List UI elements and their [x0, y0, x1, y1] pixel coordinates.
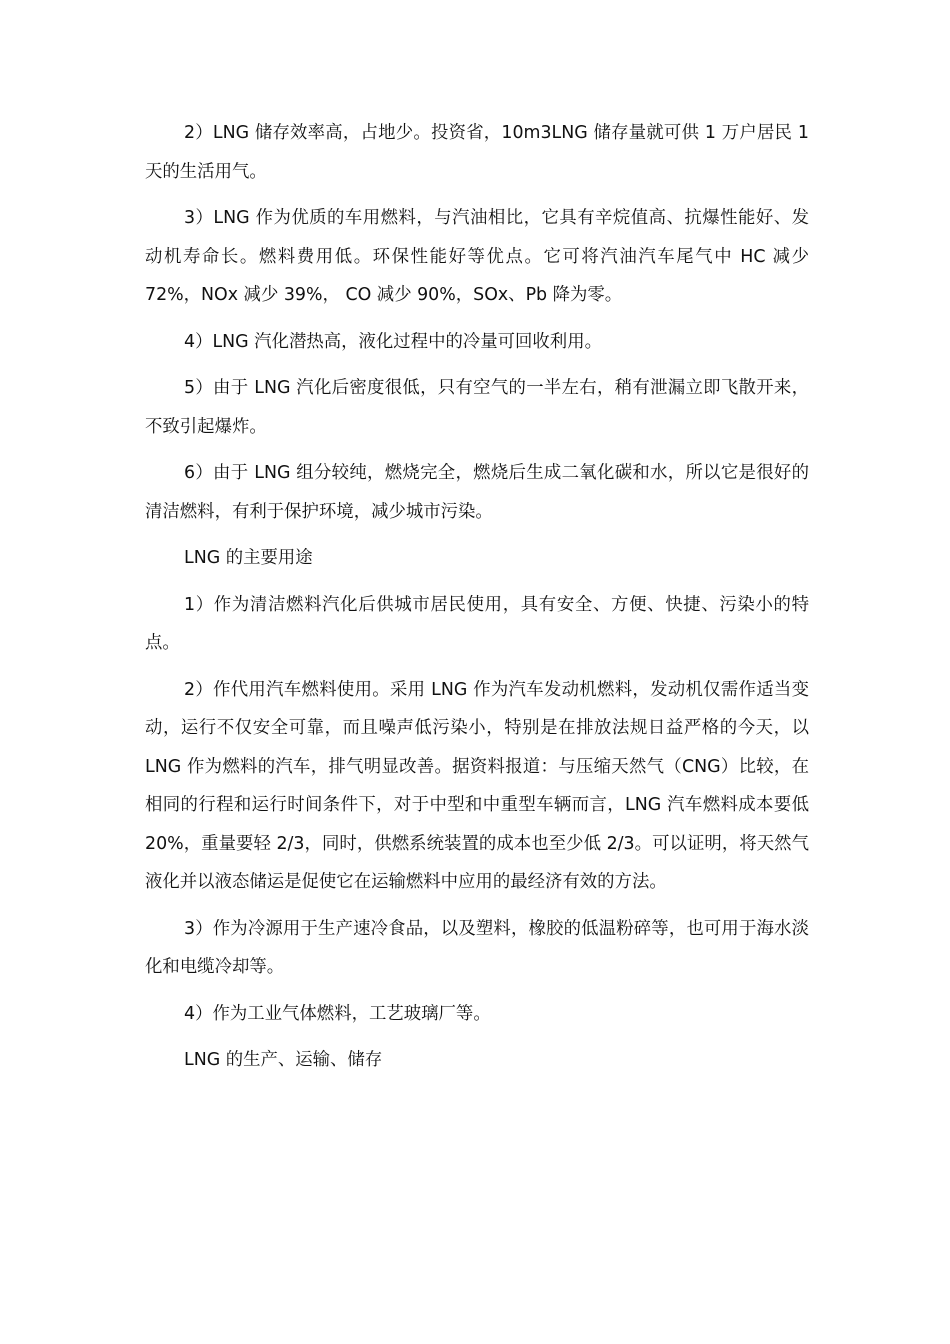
paragraph-use-cold-source: 3）作为冷源用于生产速冷食品，以及塑料，橡胶的低温粉碎等，也可用于海水淡化和电缆冷却等。: [145, 918, 809, 977]
section-heading-main-uses: LNG 的主要用途: [184, 548, 313, 568]
section-heading-production: LNG 的生产、运输、储存: [184, 1050, 383, 1070]
paragraph-use-industrial: 4）作为工业气体燃料，工艺玻璃厂等。: [184, 1003, 491, 1024]
paragraph-use-residential: 1）作为清洁燃料汽化后供城市居民使用，具有安全、方便、快捷、污染小的特点。: [145, 594, 809, 653]
document-body: [145, 114, 809, 1088]
paragraph-vehicle-fuel: 3）LNG 作为优质的车用燃料，与汽油相比，它具有辛烷值高、抗爆性能好、发动机寿命长。燃料费用低。环保性能好等优点。它可将汽油汽车尾气中 HC 减少 72%，NOx 减少 39%， CO 减少 90%，SOx、Pb 降为零。: [145, 208, 809, 305]
paragraph-low-density: 5）由于 LNG 汽化后密度很低，只有空气的一半左右，稍有泄漏立即飞散开来，不致引起爆炸。: [145, 378, 809, 437]
paragraph-storage-efficiency: 2）LNG 储存效率高，占地少。投资省，10m3LNG 储存量就可供 1 万户居民 1 天的生活用气。: [145, 123, 809, 182]
paragraph-use-vehicle: 2）作代用汽车燃料使用。采用 LNG 作为汽车发动机燃料，发动机仅需作适当变动，运行不仅安全可靠，而且噪声低污染小，特别是在排放法规日益严格的今天，以 LNG 作为燃料的汽车，排气明显改善。据资料报道：与压缩天然气（CNG）比较，在相同的行程和运行时间条件下，对于中型和中重型车辆而言，LNG 汽车燃料成本要低 20%，重量要轻 2/3，同时，供燃系统装置的成本也至少低 2/3。可以证明，将天然气液化并以液态储运是促使它在运输燃料中应用的最经济有效的方法。: [145, 679, 809, 892]
paragraph-latent-heat: 4）LNG 汽化潜热高，液化过程中的冷量可回收利用。: [184, 331, 602, 352]
paragraph-clean-fuel: 6）由于 LNG 组分较纯，燃烧完全，燃烧后生成二氧化碳和水，所以它是很好的清洁燃料，有利于保护环境，减少城市污染。: [145, 463, 809, 522]
